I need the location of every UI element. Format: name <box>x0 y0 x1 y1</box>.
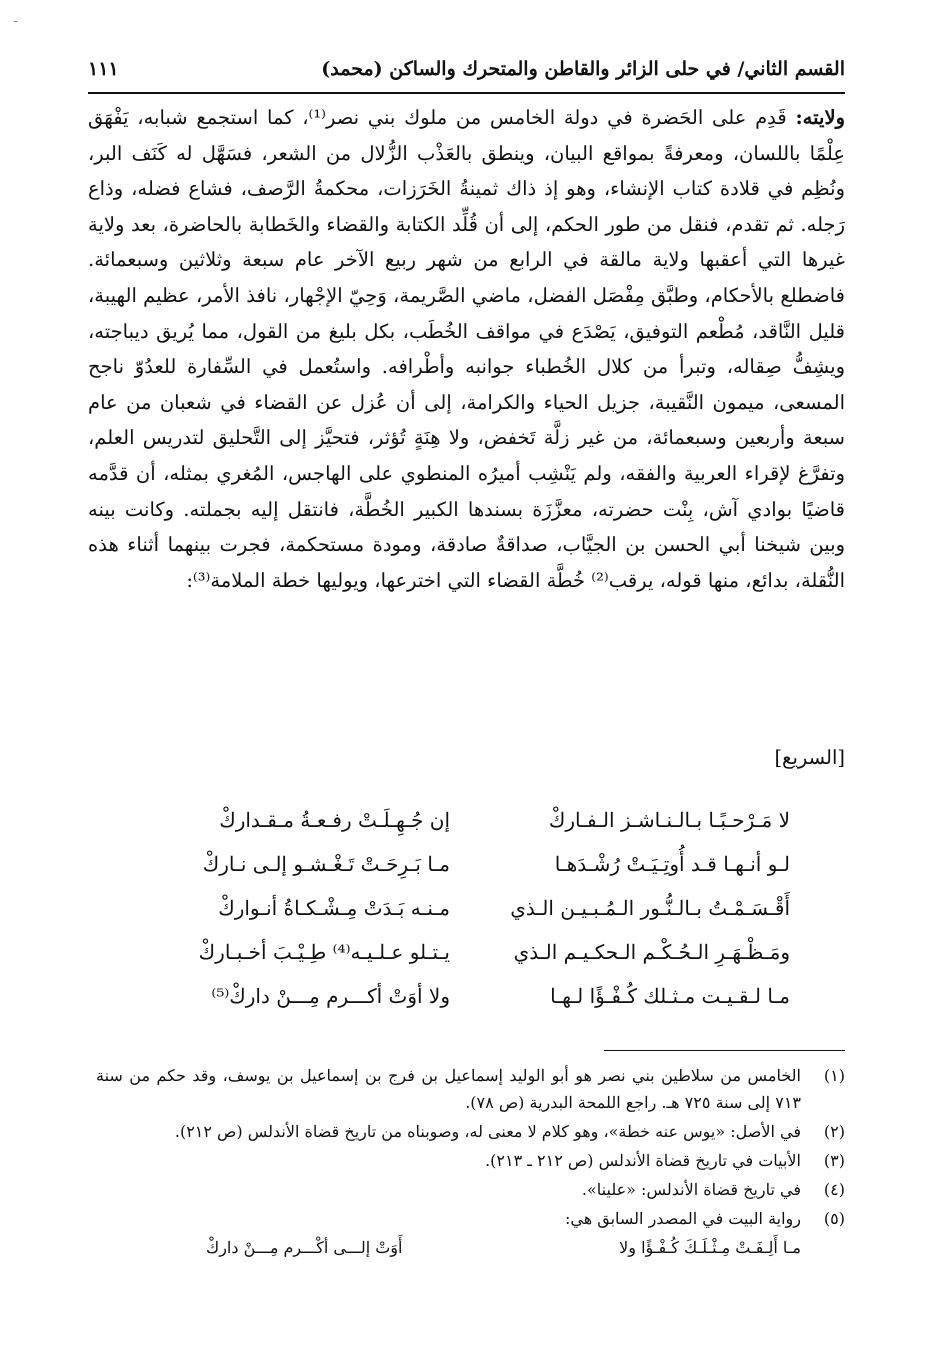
footnote-hemistich-first: مـا أَلِـفَـتْ مِـثْـلَـكَ كُـفْـؤًا ولا <box>619 1238 801 1257</box>
hemistich-first: لا مَـرْحـبًـا بـالـنـاشـز الـفـاركْ <box>548 808 790 832</box>
verse <box>150 798 790 842</box>
footnote-text: الأبيات في تاريخ قضاة الأندلس (ص ٢١٢ ـ ٢١٣). <box>485 1151 801 1170</box>
page-number: ١١١ <box>88 58 119 80</box>
hemistich-first: لـو أنـهـا قـد أُوتِـيَـتْ رُشْـدَهـا <box>554 852 790 876</box>
header-title: القسم الثاني/ في حلى الزائر والقاطن والمتحرك والساكن (محمد) <box>321 58 845 80</box>
footnote-number: (٤) <box>823 1180 845 1199</box>
footnote-hemistich-second: أَوَتْ إلـــى أكْـــرم مِـــنْ داركْ <box>206 1238 403 1257</box>
footnote-text: رواية البيت في المصدر السابق هي: <box>564 1209 801 1228</box>
poem-meter: [السريع] <box>774 746 845 769</box>
scan-edge-mark: ـ <box>14 12 18 25</box>
verse <box>150 930 790 974</box>
hemistich-second: إن جُـهِـلَـتْ رفـعـةُ مـقـداركْ <box>219 808 450 832</box>
verse <box>150 974 790 1018</box>
footnote-number: (٥) <box>823 1209 845 1228</box>
poem <box>150 798 790 1018</box>
running-header <box>88 46 845 92</box>
footnote-number: (٣) <box>823 1151 845 1170</box>
footnote-number: (١) <box>823 1066 845 1085</box>
footnote <box>96 1176 845 1203</box>
paragraph <box>88 100 845 598</box>
lead-word: ولايته: <box>795 106 845 129</box>
hemistich-second: يـتـلو عـلـيـه⁽⁴⁾ طِـيْـبَ أخـبـاركْ <box>198 940 450 964</box>
footnote-verse <box>96 1234 845 1261</box>
footnote <box>96 1118 845 1145</box>
hemistich-first: أَقْـسَـمْـتُ بـالـنُّـور الـمُـبـيـن الـذي <box>510 896 790 920</box>
header-rule <box>88 92 845 94</box>
hemistich-first: مـا لـقـيـت مـثـلك كُـفْـؤًا لـهـا <box>550 984 790 1008</box>
hemistich-second: ولا أوَتْ أكـــرم مِـــنْ داركْ⁽⁵⁾ <box>211 984 450 1008</box>
footnote <box>96 1062 845 1116</box>
footnotes <box>96 1062 845 1261</box>
footnote-number: (٢) <box>823 1122 845 1141</box>
paragraph-text: قَدِم على الحَضرة في دولة الخامس من ملوك بني نصر⁽¹⁾، كما استجمع شبابه، يَفْهَق عِلْمًا باللسان، ومعرفةً بمواقع البيان، وينطق بالعَذْب الزُّلال من الشعر، فسَهَّل له كَنَف البر، ونُظِم في قلادة كتاب الإنشاء، وهو إذ ذاك ثمينةُ الخَرَزات، محكمةُ الرَّصف، فشاع فضله، وذاع رَجله. ثم تقدم، فنقل من طور الحكم، إلى أن قُلِّد الكتابة والقضاء والخَطابة بالحاضرة، بعد ولاية غيرها التي أعقبها ولاية مالقة في الرابع من شهر ربيع الآخر عام سبعة وثلاثين وسبعمائة. فاضطلع بالأحكام، وطبَّق مِفْصَل الفضل، ماضي الصَّريمة، وَحِيّ الإجْهار، نافذ الأمر، عظيم الهيبة، قليل النَّاقد، مُطْعم التوفيق، يَصْدَع في مواقف الخُطَب، بكل بليغ من القول، مما يُريق ديباجته، ويشِفُّ صِقاله، وتبرأ من كلال الخُطباء جوانبه وأطْرافه. واستُعمل في السِّفارة للعدُوّ ناجح المسعى، ميمون النَّقيبة، جزيل الحياء والكرامة، إلى أن عُزل عن القضاء في شعبان من عام سبعة وأربعين وسبعمائة، من غير زلَّة تَخفض، ولا هِنَةٍ تُؤثر، فتحيَّز إلى التَّحليق لتدريس العلم، وتفرَّغ لإقراء العربية والفقه، ولم يَنْشِب أميرُه المنطوي على الهاجس، المُغري بمثله، أن قدَّمه قاضيًا بوادي آش، بِنْت حضرته، معزَّزَة بسندها الكبير الخُطَّة، فانتقل إليه بجملته. وكانت بينه وبين شيخنا أبي الحسن بن الجيَّاب، صداقةٌ صادقة، ومودة مستحكمة، فجرت بينهما أثناء هذه النُّقلة، بدائع، منها قوله، يرقب⁽²⁾ خُطَّة القضاء التي اخترعها، ويوليها خطة الملامة⁽³⁾: <box>88 106 845 592</box>
footnote <box>96 1205 845 1232</box>
main-text <box>88 100 845 598</box>
verse <box>150 886 790 930</box>
footnote-text: الخامس من سلاطين بني نصر هو أبو الوليد إسماعيل بن فرج بن إسماعيل بن يوسف، وقد حكم من سنة ٧١٣ إلى سنة ٧٢٥ هـ. راجع اللمحة البدرية (ص ٧٨). <box>96 1066 801 1112</box>
footnote-rule <box>604 1050 845 1051</box>
hemistich-first: ومَـظْـهَـرِ الـحُـكْـم الـحكـيـم الـذي <box>513 940 790 964</box>
hemistich-second: مـا بَـرِحَـتْ تَـغْـشـو إلـى نـاركْ <box>202 852 450 876</box>
verse <box>150 842 790 886</box>
footnote <box>96 1147 845 1174</box>
hemistich-second: مـنـه بَـدَتْ مِـشْـكـاةُ أنـواركْ <box>218 896 450 920</box>
footnote-text: في تاريخ قضاة الأندلس: «علينا». <box>581 1180 801 1199</box>
footnote-text: في الأصل: «يوس عنه خطة»، وهو كلام لا معنى له، وصوبناه من تاريخ قضاة الأندلس (ص ٢١٢). <box>174 1122 801 1141</box>
